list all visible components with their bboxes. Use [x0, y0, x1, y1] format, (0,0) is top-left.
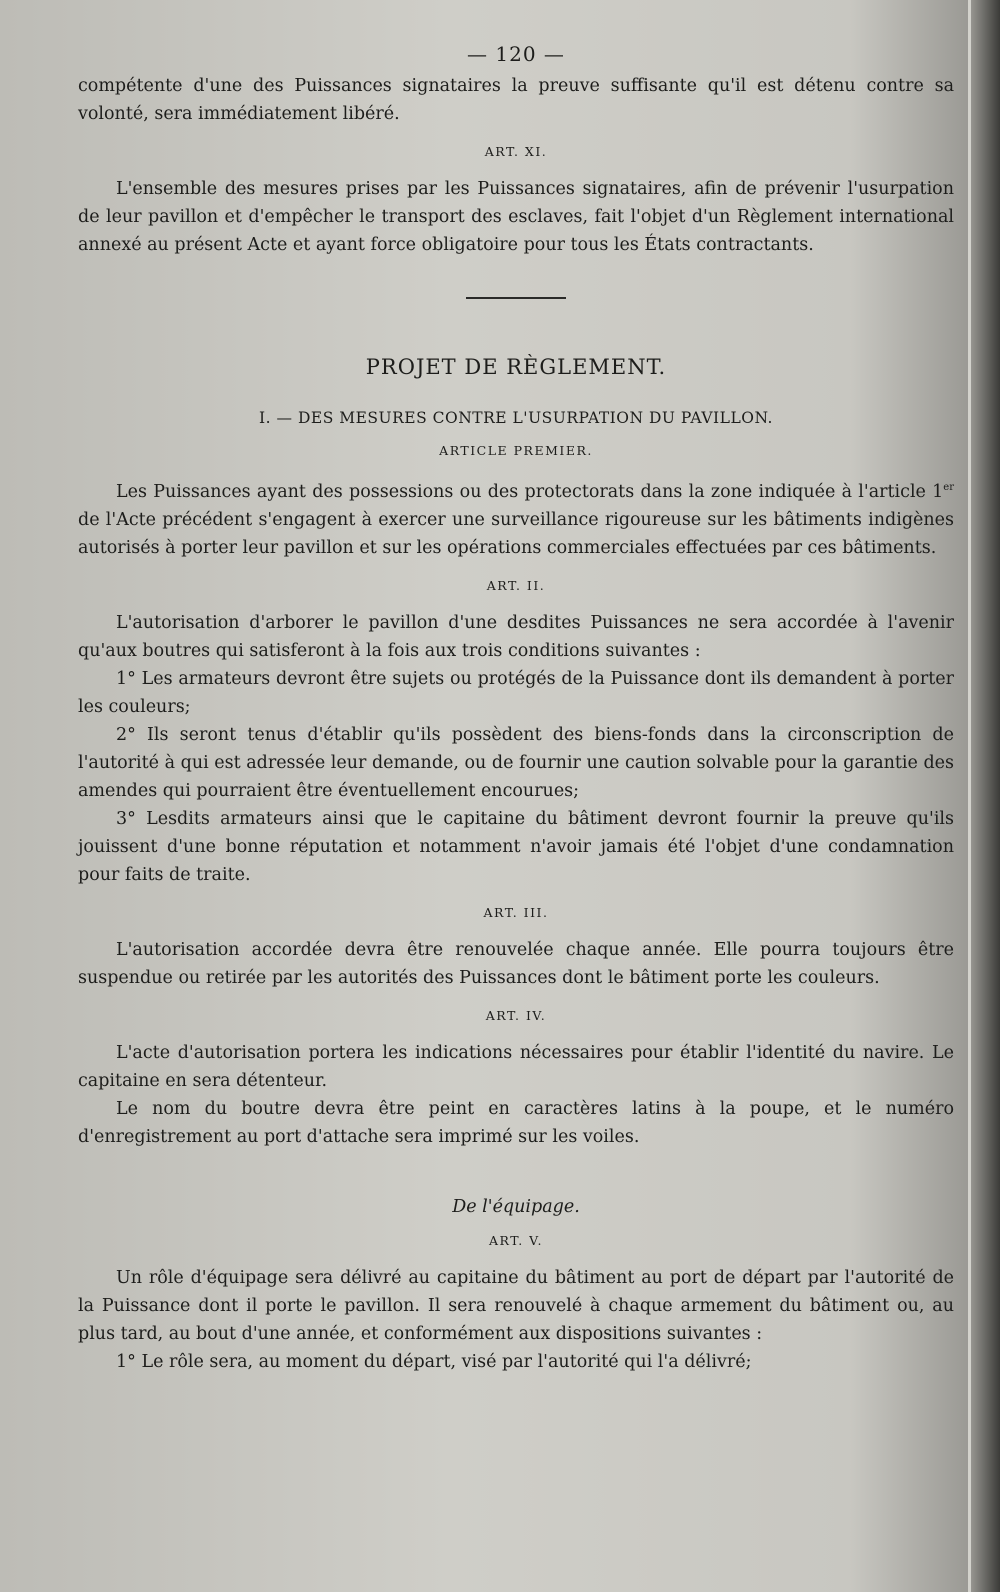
article-ii-intro: L'autorisation d'arborer le pavillon d'une desdites Puissances ne sera accordée à l'avenir qu'aux boutres qui satisferont à la fois aux trois conditions suivantes : [78, 612, 954, 661]
document-title: PROJET DE RÈGLEMENT. [365, 355, 667, 379]
article-ii-item-3: 3° Lesdits armateurs ainsi que le capitaine du bâtiment devront fournir la preuve qu'ils jouissent d'une bonne réputation et notamment n'avoir jamais été l'objet d'une condamnation pour faits de traite. [78, 808, 954, 885]
article-xi-text: L'ensemble des mesures prises par les Puissances signataires, afin de prévenir l'usurpation de leur pavillon et d'empêcher le transport des esclaves, fait l'objet d'un Règlement international annexé au présent Acte et ayant force obligatoire pour tous les États contractants. [78, 179, 954, 255]
article-ii-heading: ART. II. [486, 577, 546, 593]
article-v-heading: ART. V. [489, 1232, 543, 1248]
article-iii-text: L'autorisation accordée devra être renouvelée chaque année. Elle pourra toujours être suspendue ou retirée par les autorités des Puissances dont le bâtiment porte les couleurs. [78, 939, 954, 988]
subsection-heading: De l'équipage. [452, 1196, 580, 1217]
article-iv-paragraph-2: Le nom du boutre devra être peint en caractères latins à la poupe, et le numéro d'enregistrement au port d'attache sera imprimé sur les voiles. [78, 1098, 954, 1147]
page-edge [968, 0, 971, 1592]
intro-paragraph: compétente d'une des Puissances signataires la preuve suffisante qu'il est détenu contre sa volonté, sera immédiatement libéré. [78, 76, 954, 124]
section-title: I. — DES MESURES CONTRE L'USURPATION DU PAVILLON. [259, 409, 773, 427]
page-content [78, 42, 954, 1376]
article-iv-heading: ART. IV. [485, 1007, 547, 1023]
article-v-intro: Un rôle d'équipage sera délivré au capitaine du bâtiment au port de départ par l'autorité de la Puissance dont il porte le pavillon. Il sera renouvelé à chaque armement du bâtiment ou, au plus tard, au bout d'une année, et conformément aux dispositions suivantes : [78, 1267, 954, 1344]
superscript: er [943, 482, 954, 493]
article-iii-heading: ART. III. [483, 904, 549, 920]
section-divider [466, 297, 566, 299]
page-number: — 120 — [467, 42, 565, 66]
article-xi-heading: ART. XI. [484, 144, 548, 159]
article-ii-item-2: 2° Ils seront tenus d'établir qu'ils possèdent des biens-fonds dans la circonscription de l'autorité à qui est adressée leur demande, ou de fournir une caution solvable pour la garantie des amendes qui pourraient être éventuellement encourues; [78, 724, 954, 801]
article-iv-paragraph-1: L'acte d'autorisation portera les indications nécessaires pour établir l'identité du navire. Le capitaine en sera détenteur. [78, 1042, 954, 1091]
article-ii-item-1: 1° Les armateurs devront être sujets ou protégés de la Puissance dont ils demandent à porter les couleurs; [78, 668, 954, 717]
article-v-item-1: 1° Le rôle sera, au moment du départ, visé par l'autorité qui l'a délivré; [116, 1351, 752, 1372]
article-premier-text: Les Puissances ayant des possessions ou des protectorats dans la zone indiquée à l'article 1er de l'Acte précédent s'engagent à exercer une surveillance rigoureuse sur les bâtiments indigènes autorisés à porter leur pavillon et sur les opérations commerciales effectuées par ces bâtiments. [78, 481, 954, 558]
article-premier-heading: ARTICLE PREMIER. [439, 443, 593, 458]
